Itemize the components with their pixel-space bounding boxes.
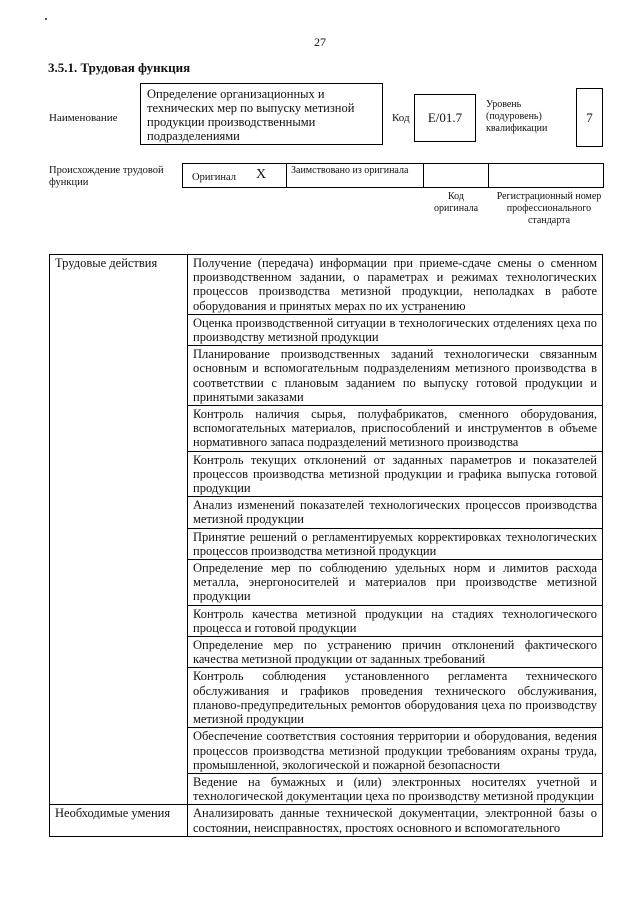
row-text: Контроль качества метизной продукции на стадиях технологического процесса и готовой продукции [188, 605, 603, 636]
row-text: Обеспечение соответствия состояния территории и оборудования, ведения процессов производства метизной продукции требованиям охраны труда, промышленной, экологической и пожарной безопасности [188, 728, 603, 774]
original-label: Оригинал [192, 172, 236, 183]
origin-divider-2 [423, 163, 424, 188]
row-text: Анализ изменений показателей технологических процессов производства метизной продукции [188, 497, 603, 528]
row-text: Контроль наличия сырья, полуфабрикатов, сменного оборудования, вспомогательных материалов, приспособлений и инструментов в объеме нормативного запаса подразделений метизного производства [188, 406, 603, 452]
level-label: Уровень (подуровень) квалификации [486, 99, 548, 134]
row-label-labor-actions: Трудовые действия [50, 255, 188, 805]
origin-divider-3 [488, 163, 489, 188]
code-box [414, 94, 476, 142]
code-value: E/01.7 [427, 110, 463, 125]
row-label-required-skills: Необходимые умения [50, 805, 188, 836]
row-text: Определение мер по устранению причин отклонений фактического качества метизной продукции от заданных требований [188, 637, 603, 668]
row-text: Контроль соблюдения установленного регламента технического обслуживания и графиков проведения технического обслуживания, планово-предупредительных ремонтов оборудования цеха по производству метизной продукции [188, 668, 603, 728]
origin-divider-1 [286, 163, 287, 188]
table-row [50, 805, 603, 836]
function-name-value: Определение организационных и технических мер по выпуску метизной продукции производственными подразделениями [147, 87, 355, 143]
origin-label: Происхождение трудовой функции [49, 165, 164, 188]
labor-actions-table [49, 254, 603, 837]
original-mark: X [256, 167, 267, 182]
row-text: Ведение на бумажных и (или) электронных носителях учетной и технологической документации цеха по производству метизной продукции [188, 773, 603, 804]
level-box [576, 88, 603, 147]
row-text: Анализировать данные технической документации, электронной базы о состоянии, неисправностях, простоях основного и вспомогательного [188, 805, 603, 836]
section-title: 3.5.1. Трудовая функция [48, 60, 191, 75]
row-text: Получение (передача) информации при приеме-сдаче смены о сменном производственном задании, о параметрах и режимах технологических процессов производства метизной продукции, неполадках в работе оборудования и принятых мерах по их устранению [188, 255, 603, 315]
code-original-label: Код оригинала [433, 191, 479, 214]
page-number: 27 [314, 35, 326, 49]
row-text: Принятие решений о регламентируемых корректировках технологических процессов производства метизной продукции [188, 528, 603, 559]
row-text: Определение мер по соблюдению удельных норм и лимитов расхода металла, энергоносителей и материалов при производстве метизной продукции [188, 560, 603, 606]
function-name-box [140, 83, 383, 145]
table-row [50, 255, 603, 315]
borrowed-label: Заимствовано из оригинала [291, 165, 409, 176]
scan-speck [45, 18, 47, 20]
row-text: Оценка производственной ситуации в технологических отделениях цеха по производству метизной продукции [188, 314, 603, 345]
name-label: Наименование [49, 112, 118, 124]
reg-number-label: Регистрационный номер профессионального стандарта [496, 191, 602, 226]
level-value: 7 [586, 109, 593, 125]
code-label: Код [392, 112, 410, 124]
row-text: Контроль текущих отклонений от заданных параметров и показателей процессов производства метизной продукции и графика выпуска готовой продукции [188, 451, 603, 497]
row-text: Планирование производственных заданий технологически связанным основным и вспомогательным подразделениям метизного производства в соответствии с плановым заданием по выпуску готовой продукции и принятыми заказами [188, 346, 603, 406]
